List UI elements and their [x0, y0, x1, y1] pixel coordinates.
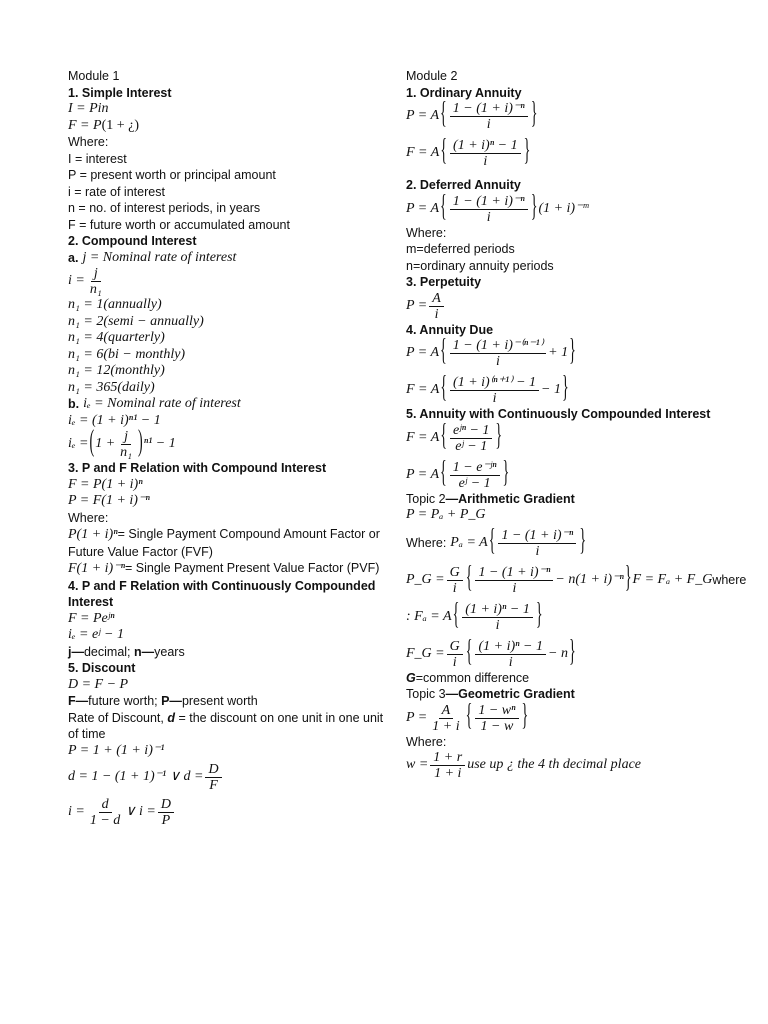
formula: n₁ = 1(annually) [68, 297, 162, 312]
formula: P = $\frac{A}{i}$ [406, 291, 726, 322]
module-1-column [68, 68, 388, 828]
definition: m=deferred periods [406, 242, 515, 256]
formula: : Fₐ = A { $\frac{\text{(1 + i)ⁿ − 1}}{i}$ } [406, 598, 543, 633]
definition: n = no. of interest periods, in years [68, 201, 261, 215]
definition: n=ordinary annuity periods [406, 258, 554, 273]
definition: F(1 + i)⁻ⁿ= Single Payment Present Value Factor (PVF) [68, 561, 380, 576]
section-title: 5. Discount [68, 661, 136, 675]
formula: P = $\frac{A}{1 + i}$ { $\frac{\text{1 − wⁿ}}{1 - w}$ } [406, 699, 529, 734]
formula: n₁ = 365(daily) [68, 379, 155, 395]
formula: I = Pin [68, 101, 109, 116]
variable-note: G=common difference [406, 670, 530, 685]
formula: n₁ = 6(bi − monthly) [68, 346, 186, 362]
formula: P = A { $\frac{\text{1 − (1 + i)⁻ⁿ}}{i}$ } (1 + i)⁻ᵐ [406, 190, 589, 225]
module-2-column [406, 68, 747, 781]
formula: b. iₑ = Nominal rate of interest [68, 396, 241, 411]
formula: iₑ = (1 + i)ⁿ¹ − 1 [68, 412, 161, 428]
formula: a. j = Nominal rate of interest [68, 249, 237, 265]
section-title: 2. Deferred Annuity [406, 178, 521, 192]
formula: n₁ = 12(monthly) [68, 363, 165, 378]
section-title: 4. Annuity Due [406, 322, 494, 337]
topic-heading: Topic 2—Arithmetic Gradient [406, 491, 575, 506]
section-title: 4. P and F Relation with Continuously Compounded Interest [68, 578, 376, 609]
where-label: Where: [406, 225, 447, 240]
formula: P = A { $\frac{\text{1 − (1 + i)⁻⁽ⁿ⁻¹⁾}}{i}$ + 1 } [406, 335, 576, 369]
formula: i = $\frac{j}{\text{n₁}}$ [68, 266, 102, 297]
where-label: Where: [406, 734, 447, 749]
where-label: Where: [68, 135, 109, 149]
section-title: 1. Ordinary Annuity [406, 85, 522, 100]
section-title: 3. P and F Relation with Compound Interest [68, 461, 327, 475]
definition: F = future worth or accumulated amount [68, 217, 290, 232]
module-heading: Module 2 [406, 69, 458, 83]
definition: P(1 + i)ⁿ= Single Payment Compound Amount Factor or Future Value Factor (FVF) [68, 527, 380, 559]
definition: P = present worth or principal amount [68, 168, 276, 182]
formula: F = P (1 + ¿) [68, 117, 139, 133]
formula: P = A { $\frac{\text{1 − e⁻ʲⁿ}}{\text{eʲ − 1}}$ } [406, 456, 510, 491]
definition: Rate of Discount, d = the discount on one unit in one unit of time [68, 710, 384, 741]
definition: i = rate of interest [68, 184, 165, 199]
formula: i = $\frac{d}{1 - d}$ ∨ i = $\frac{D}{P}$ [68, 797, 388, 828]
formula: F = A { $\frac{\text{(1 + i)ⁿ − 1}}{i}$ } [406, 135, 531, 169]
formula: P = F(1 + i)⁻ⁿ [68, 493, 150, 508]
module-heading: Module 1 [68, 69, 120, 83]
formula: F_G = $\frac{G}{i}$ { $\frac{\text{(1 + i)ⁿ − 1}}{i}$ − n } [406, 635, 576, 670]
section-title: 5. Annuity with Continuously Compounded Interest [406, 407, 711, 421]
where-label: Where: [68, 510, 109, 525]
formula: w = $\frac{1 + r}{1 + i}$ use up ¿ the 4 th decimal place [406, 750, 641, 781]
formula: n₁ = 4(quarterly) [68, 330, 165, 345]
section-title: 3. Perpetuity [406, 275, 482, 289]
topic-heading: Topic 3—Geometric Gradient [406, 687, 575, 701]
variable-note: j—decimal; n—years [68, 644, 185, 659]
formula: F = A { $\frac{\text{eʲⁿ − 1}}{\text{eʲ − 1}}$ } [406, 419, 503, 454]
formula: P_G = $\frac{G}{i}$ { $\frac{\text{1 − (1 + i)⁻ⁿ}}{i}$ − n(1 + i)⁻ⁿ } F = Fₐ + F_G where [406, 561, 747, 596]
formula: iₑ = ( 1 + $\frac{j}{\text{n₁}}$ ) ⁿ¹ − 1 [68, 426, 176, 460]
formula: F = A { $\frac{\text{(1 + i)⁽ⁿ⁺¹⁾ − 1}}{i}$ − 1 } [406, 372, 569, 406]
formula: F = P(1 + i)ⁿ [68, 476, 143, 492]
formula: D = F − P [68, 676, 129, 692]
formula: n₁ = 2(semi − annually) [68, 313, 204, 329]
section-title: 1. Simple Interest [68, 85, 172, 100]
formula: P = 1 + (1 + i)⁻¹ [68, 742, 165, 758]
formula: iₑ = eʲ − 1 [68, 627, 124, 642]
formula: P = A { $\frac{\text{1 − (1 + i)⁻ⁿ}}{i}$ } [406, 98, 538, 132]
formula: d = 1 − (1 + 1)⁻¹ ∨ d = $\frac{D}{F}$ [68, 762, 388, 793]
formula: P = Pₐ + P_G [406, 507, 486, 522]
formula: Where: Pₐ = A { $\frac{\text{1 − (1 + i)⁻ⁿ}}{i}$ } [406, 524, 587, 559]
section-title: 2. Compound Interest [68, 234, 197, 248]
variable-note: F—future worth; P—present worth [68, 694, 258, 708]
formula: F = Peʲⁿ [68, 610, 115, 626]
definition: I = interest [68, 151, 127, 166]
